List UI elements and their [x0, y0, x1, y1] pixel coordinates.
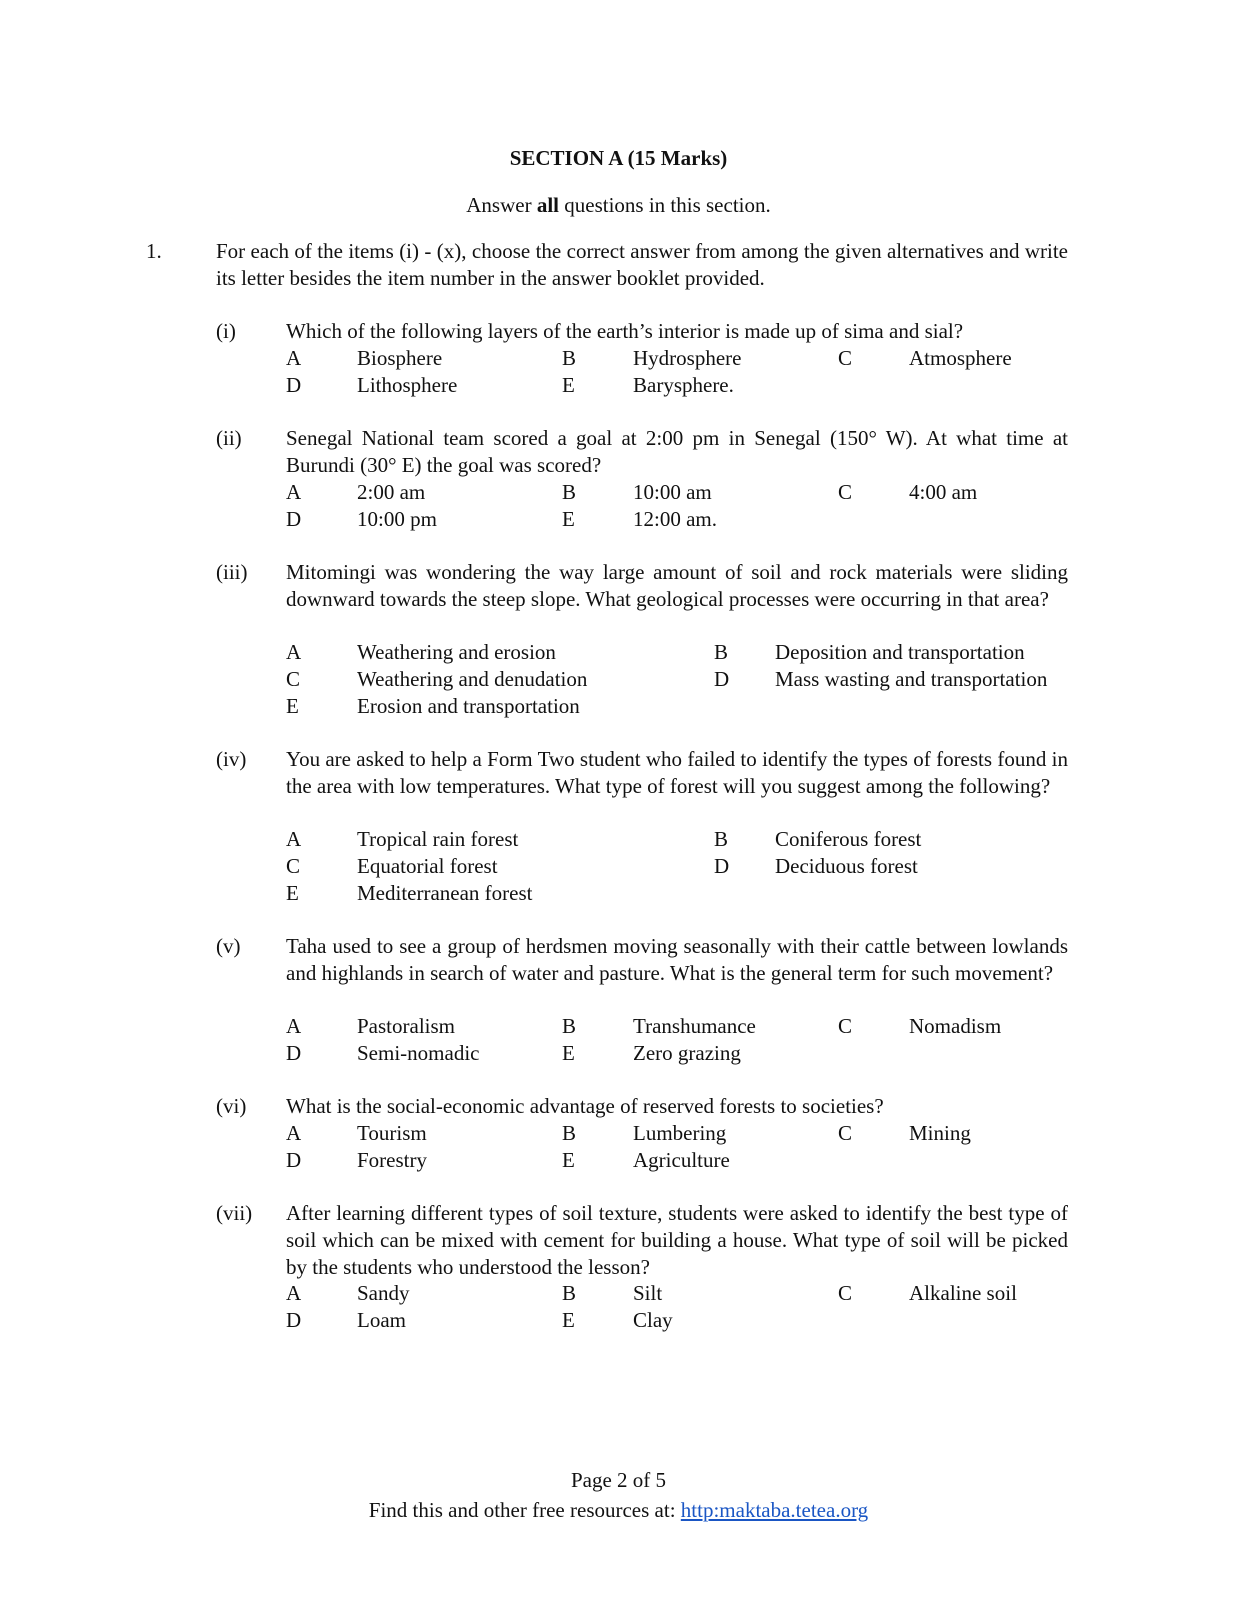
option-text: Weathering and denudation: [357, 667, 588, 691]
options: [286, 345, 1076, 399]
option-text: 10:00 am: [633, 480, 712, 504]
option-text: Barysphere.: [633, 373, 734, 397]
options: [286, 1120, 1076, 1174]
option-text: Transhumance: [633, 1014, 756, 1038]
section-instruction: [0, 192, 1237, 219]
footer-link[interactable]: http:maktaba.tetea.org: [680, 1498, 869, 1522]
item-stem: Mitomingi was wondering the way large amount of soil and rock materials were sliding downward towards the steep slope. What geological processes were occurring in that area?: [286, 560, 1068, 611]
option-text: Alkaline soil: [909, 1281, 1017, 1305]
item-number: (iii): [216, 560, 248, 584]
option-text: Agriculture: [633, 1148, 730, 1172]
option-letter: B: [714, 640, 729, 664]
option-letter: B: [562, 1121, 577, 1145]
option-letter: C: [838, 1121, 853, 1145]
option-letter: D: [286, 1308, 302, 1332]
item-stem: After learning different types of soil texture, students were asked to identify the best type of soil which can be mixed with cement for building a house. What type of soil will be picked by the students who understood the lesson?: [286, 1201, 1068, 1279]
option-letter: E: [562, 1041, 575, 1065]
option-letter: D: [286, 507, 302, 531]
option-text: Deposition and transportation: [775, 640, 1025, 664]
option-text: Atmosphere: [909, 346, 1012, 370]
option-letter: C: [838, 346, 853, 370]
item-number: (ii): [216, 426, 242, 450]
option-letter: A: [286, 480, 302, 504]
option-text: Semi-nomadic: [357, 1041, 480, 1065]
option-text: Equatorial forest: [357, 854, 498, 878]
option-text: Mediterranean forest: [357, 881, 533, 905]
option-letter: B: [562, 346, 577, 370]
option-letter: C: [838, 480, 853, 504]
option-letter: B: [562, 480, 577, 504]
option-text: Biosphere: [357, 346, 443, 370]
option-text: Lumbering: [633, 1121, 727, 1145]
option-letter: D: [286, 373, 302, 397]
option-letter: B: [714, 827, 729, 851]
option-text: Silt: [633, 1281, 663, 1305]
option-letter: A: [286, 1121, 302, 1145]
option-letter: E: [562, 1308, 575, 1332]
options: [286, 826, 1076, 907]
option-letter: A: [286, 346, 302, 370]
option-text: Coniferous forest: [775, 827, 922, 851]
option-text: Clay: [633, 1308, 673, 1332]
option-text: Forestry: [357, 1148, 427, 1172]
item-number: (v): [216, 934, 241, 958]
options: [286, 479, 1076, 533]
item-stem: Which of the following layers of the earth’s interior is made up of sima and sial?: [286, 319, 964, 343]
instruction-bold: all: [536, 193, 559, 217]
option-letter: C: [286, 854, 301, 878]
item-number: (vi): [216, 1094, 247, 1118]
option-text: 4:00 am: [909, 480, 978, 504]
option-text: Lithosphere: [357, 373, 458, 397]
option-letter: E: [562, 1148, 575, 1172]
option-text: Tropical rain forest: [357, 827, 519, 851]
option-letter: D: [286, 1148, 302, 1172]
footer-resources: [0, 1497, 1237, 1524]
option-text: Sandy: [357, 1281, 410, 1305]
item-number: (iv): [216, 747, 247, 771]
item-stem: Taha used to see a group of herdsmen moving seasonally with their cattle between lowlands and highlands in search of water and pasture. What is the general term for such movement?: [286, 934, 1068, 985]
option-letter: B: [562, 1281, 577, 1305]
option-text: Erosion and transportation: [357, 694, 580, 718]
item-stem: What is the social-economic advantage of reserved forests to societies?: [286, 1094, 884, 1118]
option-letter: A: [286, 640, 302, 664]
option-letter: D: [714, 667, 730, 691]
option-text: Tourism: [357, 1121, 427, 1145]
option-letter: C: [286, 667, 301, 691]
option-letter: A: [286, 1281, 302, 1305]
item-stem: Senegal National team scored a goal at 2:00 pm in Senegal (150° W). At what time at Burundi (30° E) the goal was scored?: [286, 426, 1068, 477]
option-letter: E: [286, 694, 299, 718]
option-text: Weathering and erosion: [357, 640, 556, 664]
options: [286, 1013, 1076, 1067]
option-letter: E: [562, 373, 575, 397]
item-stem: You are asked to help a Form Two student who failed to identify the types of forests found in the area with low temperatures. What type of forest will you suggest among the following?: [286, 747, 1068, 798]
options: [286, 639, 1076, 720]
option-text: 10:00 pm: [357, 507, 437, 531]
option-text: Mining: [909, 1121, 971, 1145]
item-number: (i): [216, 319, 236, 343]
option-letter: D: [714, 854, 730, 878]
instruction-pre: Answer: [466, 193, 537, 217]
option-text: Zero grazing: [633, 1041, 741, 1065]
option-text: 2:00 am: [357, 480, 426, 504]
option-letter: E: [562, 507, 575, 531]
option-letter: E: [286, 881, 299, 905]
option-text: Hydrosphere: [633, 346, 742, 370]
option-text: Pastoralism: [357, 1014, 455, 1038]
option-text: Deciduous forest: [775, 854, 918, 878]
question-number: 1.: [146, 239, 162, 263]
page-number: Page 2 of 5: [570, 1468, 667, 1492]
section-title: SECTION A (15 Marks): [509, 146, 728, 170]
option-text: Loam: [357, 1308, 406, 1332]
option-text: Mass wasting and transportation: [775, 667, 1048, 691]
option-letter: A: [286, 827, 302, 851]
footer-resource-text: Find this and other free resources at:: [368, 1498, 681, 1522]
option-text: 12:00 am.: [633, 507, 717, 531]
option-letter: B: [562, 1014, 577, 1038]
item-number: (vii): [216, 1201, 253, 1225]
option-letter: C: [838, 1014, 853, 1038]
question-text: For each of the items (i) - (x), choose the correct answer from among the given alternatives and write its letter besides the item number in the answer booklet provided.: [216, 239, 1068, 290]
option-letter: D: [286, 1041, 302, 1065]
options: [286, 1280, 1076, 1334]
option-letter: A: [286, 1014, 302, 1038]
option-letter: C: [838, 1281, 853, 1305]
instruction-post: questions in this section.: [559, 193, 771, 217]
option-text: Nomadism: [909, 1014, 1002, 1038]
